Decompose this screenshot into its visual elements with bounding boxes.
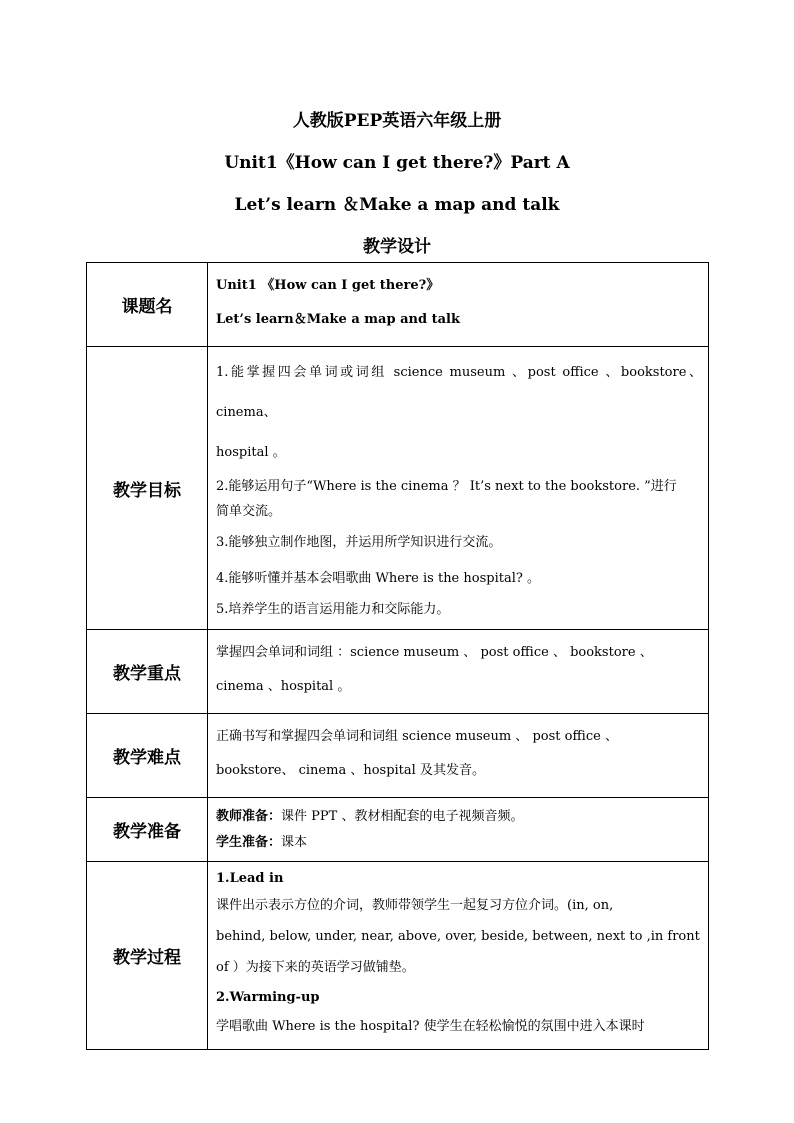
- student-preparation-text: 课本: [281, 835, 308, 850]
- title-textbook: 人教版PEP英语六年级上册: [292, 111, 502, 131]
- label-preparation: 教学准备: [87, 798, 208, 862]
- label-objectives: 教学目标: [87, 347, 208, 630]
- objective-line-5: 3.能够独立制作地图，并运用所学知识进行交流。: [216, 535, 502, 550]
- content-preparation: [208, 798, 709, 862]
- label-process: 教学过程: [87, 862, 208, 1050]
- content-objectives: [208, 347, 709, 630]
- row-topic: [87, 263, 709, 347]
- document-title-block: [0, 100, 794, 268]
- row-difficulties: [87, 714, 709, 798]
- process-step1-line-1: 课件出示表示方位的介词，教师带领学生一起复习方位介词。(in, on,: [216, 898, 614, 913]
- objective-line-7: 5.培养学生的语言运用能力和交际能力。: [216, 602, 450, 617]
- lesson-plan-table: [86, 262, 709, 1050]
- difficulties-line-2: bookstore、 cinema 、hospital 及其发音。: [216, 763, 485, 778]
- process-step2-title: 2.Warming-up: [216, 990, 320, 1005]
- process-step2-line-1: 学唱歌曲 Where is the hospital? 使学生在轻松愉悦的氛围中进入本课时: [216, 1019, 645, 1034]
- process-step1-line-2: behind, below, under, near, above, over, beside, between, next to ,in front: [216, 929, 700, 944]
- content-key-points: [208, 630, 709, 714]
- process-step1-title: 1.Lead in: [216, 871, 284, 886]
- row-preparation: [87, 798, 709, 862]
- key-points-line-2: cinema 、hospital 。: [216, 679, 351, 694]
- objective-line-4: 简单交流。: [216, 504, 282, 519]
- label-topic: 课题名: [87, 263, 208, 347]
- row-process: [87, 862, 709, 1050]
- label-difficulties: 教学难点: [87, 714, 208, 798]
- objective-line-1: 1.能掌握四会单词或词组 science museum 、post office 、bookstore、cinema、: [216, 365, 702, 420]
- teacher-preparation-label: 教师准备：: [216, 809, 282, 824]
- teacher-preparation-text: 课件 PPT 、教材相配套的电子视频音频。: [281, 809, 524, 824]
- objective-line-6: 4.能够听懂并基本会唱歌曲 Where is the hospital? 。: [216, 571, 540, 586]
- topic-line-2: Let’s learn＆Make a map and talk: [216, 312, 460, 327]
- topic-line-1: Unit1 《How can I get there?》: [216, 278, 440, 293]
- objective-line-2: hospital 。: [216, 445, 286, 460]
- title-design: 教学设计: [363, 237, 431, 257]
- row-objectives: [87, 347, 709, 630]
- key-points-line-1: 掌握四会单词和词组 ：science museum 、 post office 、 bookstore 、: [216, 645, 653, 660]
- title-unit: Unit1《How can I get there?》Part A: [224, 153, 570, 173]
- content-difficulties: [208, 714, 709, 798]
- teacher-preparation: [216, 804, 702, 830]
- process-step1-line-3: of ）为接下来的英语学习做铺垫。: [216, 960, 415, 975]
- student-preparation-label: 学生准备：: [216, 835, 282, 850]
- content-topic: [208, 263, 709, 347]
- label-key-points: 教学重点: [87, 630, 208, 714]
- objective-line-3: 2.能够运用句子“Where is the cinema ？ It’s next to the bookstore. ”进行: [216, 479, 677, 494]
- row-key-points: [87, 630, 709, 714]
- difficulties-line-1: 正确书写和掌握四会单词和词组 science museum 、 post office 、: [216, 729, 618, 744]
- student-preparation: [216, 830, 702, 856]
- content-process: [208, 862, 709, 1050]
- title-lesson: Let’s learn ＆Make a map and talk: [234, 195, 560, 215]
